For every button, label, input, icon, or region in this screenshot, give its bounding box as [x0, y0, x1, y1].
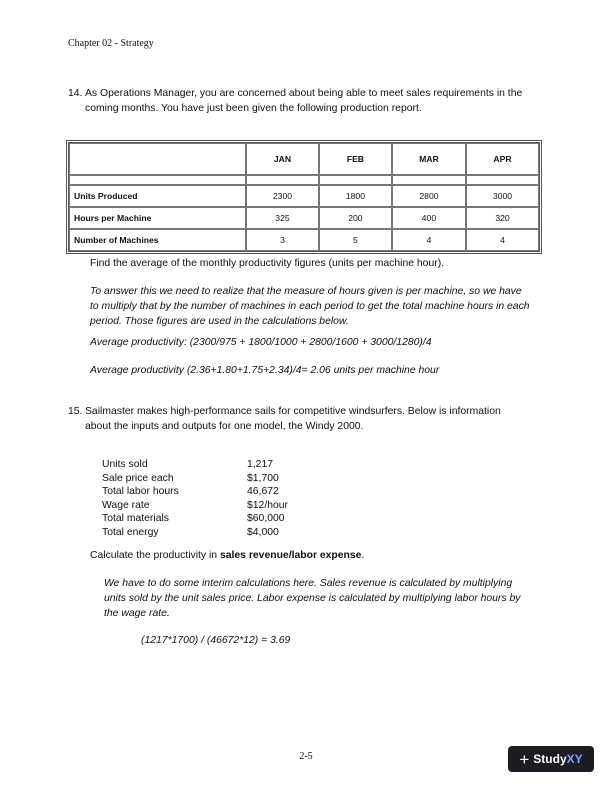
list-item: [102, 499, 288, 513]
chapter-header: Chapter 02 - Strategy: [68, 38, 154, 49]
table-cell: 3000: [466, 185, 539, 207]
production-report-table: [66, 140, 542, 254]
question-15-number: 15.: [68, 406, 83, 417]
table-cell: 200: [319, 207, 392, 229]
column-header: FEB: [319, 143, 392, 175]
table-cell: 2800: [392, 185, 466, 207]
badge-study-text: Study: [533, 752, 567, 766]
row-label: Units Produced: [69, 185, 246, 207]
item-value: $1,700: [247, 472, 279, 484]
table-cell: 4: [466, 229, 539, 251]
table-cell: 325: [246, 207, 319, 229]
row-label: Number of Machines: [69, 229, 246, 251]
table-row: [69, 207, 539, 229]
table-cell: 2300: [246, 185, 319, 207]
instruction-emphasis: sales revenue/labor expense: [219, 550, 362, 561]
item-label: Wage rate: [102, 499, 150, 511]
question-15-answer: We have to do some interim calculations here. Sales revenue is calculated by multiplying units sold by the unit sales price. Labor expense is calculated by multiplying labor hours by the wage rate.: [104, 578, 521, 619]
item-value: 1,217: [247, 459, 274, 470]
question-14-answer: To answer this we need to realize that the measure of hours given is per machine, so we have to multiply that by the number of machines in each period to get the total machine hours in each period. Those figures are used in the calculations below.: [90, 286, 530, 327]
table-row: [69, 229, 539, 251]
table-spacer-row: [69, 175, 539, 185]
table-corner-cell: [69, 143, 246, 175]
table-cell: 3: [246, 229, 319, 251]
item-label: Total labor hours: [102, 486, 179, 498]
row-label: Hours per Machine: [69, 207, 246, 229]
list-item: [102, 512, 288, 526]
table-row: [69, 185, 539, 207]
list-item: [102, 485, 288, 499]
table-cell: 320: [466, 207, 539, 229]
question-15-instruction: [90, 550, 364, 561]
item-value: $12/hour: [247, 499, 289, 511]
item-label: Total materials: [102, 513, 169, 525]
question-14-number: 14.: [68, 88, 83, 99]
instruction-period: .: [361, 550, 365, 561]
instruction-text: Calculate the productivity in: [90, 550, 220, 561]
table-cell: 400: [392, 207, 466, 229]
question-14: [68, 86, 528, 116]
badge-xy-text: XY: [566, 752, 583, 766]
inputs-outputs-list: [102, 458, 288, 540]
table-cell: 5: [319, 229, 392, 251]
column-header: JAN: [246, 143, 319, 175]
list-item: [102, 458, 288, 472]
item-label: Sale price each: [102, 472, 174, 484]
studyxy-badge[interactable]: [508, 746, 594, 772]
question-14-instruction: Find the average of the monthly productivity figures (units per machine hour).: [90, 258, 445, 269]
table-cell: 4: [392, 229, 466, 251]
question-14-text: As Operations Manager, you are concerned about being able to meet sales requirements in the coming months. You have just been given the following production report.: [85, 88, 523, 114]
question-14-calc-1: Average productivity: (2300/975 + 1800/1000 + 2800/1600 + 3000/1280)/4: [90, 337, 432, 348]
plus-icon: +: [519, 749, 530, 769]
column-header: MAR: [392, 143, 466, 175]
table-header-row: [69, 143, 539, 175]
question-15-calc: (1217*1700) / (46672*12) = 3.69: [141, 635, 291, 646]
question-15: [68, 404, 528, 434]
item-value: $4,000: [247, 526, 279, 538]
page-number: 2-5: [299, 751, 313, 762]
list-item: [102, 526, 288, 540]
item-label: Units sold: [102, 459, 148, 470]
item-label: Total energy: [102, 526, 159, 538]
list-item: [102, 472, 288, 486]
column-header: APR: [466, 143, 539, 175]
question-14-calc-2: Average productivity (2.36+1.80+1.75+2.34)/4= 2.06 units per machine hour: [90, 365, 440, 376]
question-15-text: Sailmaster makes high-performance sails for competitive windsurfers. Below is information about the inputs and outputs for one model, the Windy 2000.: [85, 406, 501, 432]
item-value: 46,672: [247, 486, 279, 498]
item-value: $60,000: [247, 513, 285, 525]
table-cell: 1800: [319, 185, 392, 207]
